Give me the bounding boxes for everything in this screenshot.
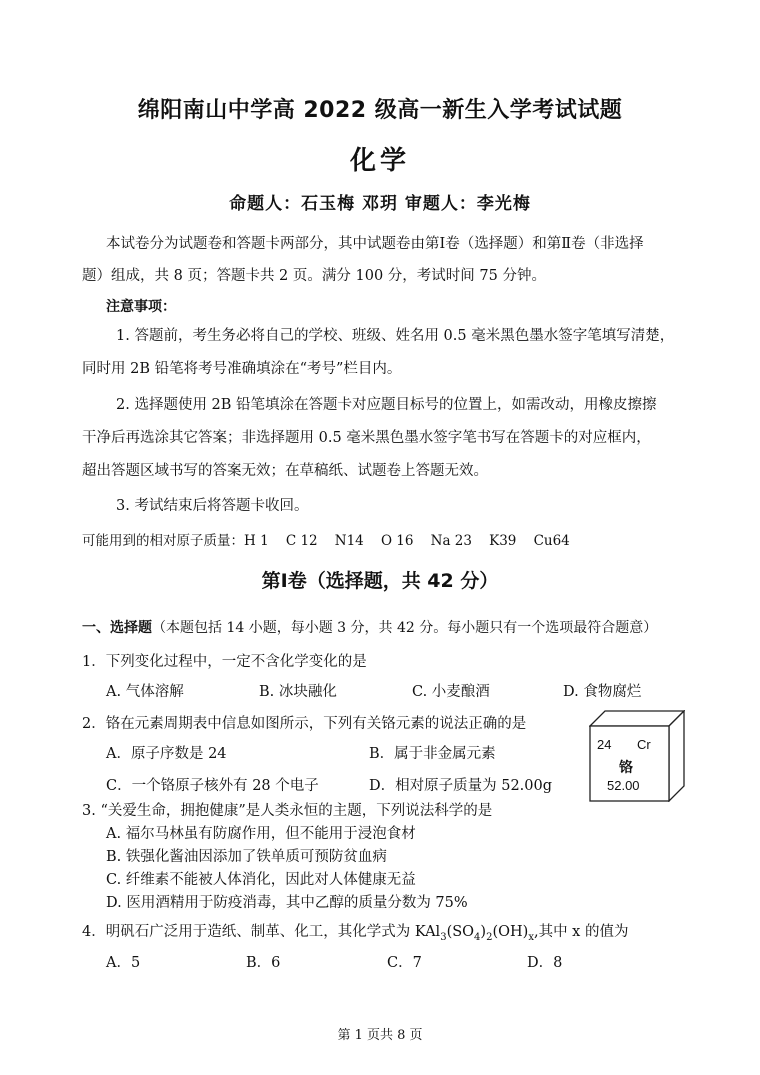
section-title: 第Ⅰ卷（选择题，共 42 分） bbox=[261, 570, 499, 592]
q1-option-a: A. 气体溶解 bbox=[106, 684, 184, 700]
q4-stem bbox=[82, 920, 628, 941]
note-2-line-3: 超出答题区域书写的答案无效；在草稿纸、试题卷上答题无效。 bbox=[82, 463, 488, 479]
q2-option-c: C．一个铬原子核外有 28 个电子 bbox=[106, 778, 319, 794]
authors-line: 命题人：石玉梅 邓玥 审题人：李光梅 bbox=[229, 194, 531, 214]
note-1-line-1: 1. 答题前，考生务必将自己的学校、班级、姓名用 0.5 毫米黑色墨水签字笔填写清楚， bbox=[116, 328, 675, 344]
q4-sub-o: 4 bbox=[474, 931, 481, 943]
element-name: 铬 bbox=[619, 760, 633, 776]
section-heading-desc: （本题包括 14 小题，每小题 3 分，共 42 分。每小题只有一个选项最符合题意） bbox=[152, 620, 658, 636]
q4-formula-part-1: (SO bbox=[446, 924, 475, 940]
q2-option-a: A．原子序数是 24 bbox=[106, 746, 227, 762]
note-1-line-2: 同时用 2B 铅笔将考号准确填涂在“考号”栏目内。 bbox=[82, 361, 402, 377]
atomic-masses: 可能用到的相对原子质量：H 1 C 12 N14 O 16 Na 23 K39 Cu64 bbox=[82, 533, 570, 549]
note-2-line-1: 2. 选择题使用 2B 铅笔填涂在答题卡对应题目标号的位置上，如需改动，用橡皮擦擦 bbox=[116, 397, 657, 413]
q4-sub-oh: x bbox=[528, 931, 534, 943]
note-3: 3. 考试结束后将答题卡收回。 bbox=[116, 498, 309, 514]
q3-option-d: D. 医用酒精用于防疫消毒，其中乙醇的质量分数为 75% bbox=[106, 895, 468, 911]
q1-stem: 1．下列变化过程中，一定不含化学变化的是 bbox=[82, 654, 367, 670]
q1-option-b: B. 冰块融化 bbox=[259, 684, 337, 700]
q4-stem-end: ,其中 x 的值为 bbox=[533, 924, 629, 940]
element-atomic-mass: 52.00 bbox=[607, 778, 640, 793]
q4-option-b: B．6 bbox=[246, 955, 281, 971]
q4-sub-so4: 2 bbox=[486, 931, 493, 943]
q2-stem: 2．铬在元素周期表中信息如图所示，下列有关铬元素的说法正确的是 bbox=[82, 716, 527, 732]
q1-option-c: C. 小麦酿酒 bbox=[412, 684, 490, 700]
q1-option-d: D. 食物腐烂 bbox=[563, 684, 642, 700]
page-footer: 第 1 页共 8 页 bbox=[337, 1028, 423, 1043]
q2-option-d: D．相对原子质量为 52.00g bbox=[369, 778, 553, 794]
element-atomic-number: 24 bbox=[597, 737, 612, 752]
q4-option-d: D．8 bbox=[527, 955, 563, 971]
q3-stem: 3. “关爱生命，拥抱健康”是人类永恒的主题，下列说法科学的是 bbox=[82, 803, 493, 819]
q4-stem-text: 4．明矾石广泛用于造纸、制革、化工，其化学式为 KAl bbox=[82, 924, 441, 940]
notes-heading: 注意事项： bbox=[106, 299, 176, 315]
q4-sub-al: 3 bbox=[440, 931, 447, 943]
subject-title: 化学 bbox=[349, 146, 410, 176]
exam-title: 绵阳南山中学高 2022 级高一新生入学考试试题 bbox=[137, 98, 623, 123]
q2-option-b: B．属于非金属元素 bbox=[369, 746, 496, 762]
intro-line-2: 题）组成，共 8 页；答题卡共 2 页。满分 100 分，考试时间 75 分钟。 bbox=[82, 268, 546, 284]
q4-formula-part-3: (OH) bbox=[492, 924, 529, 940]
q3-option-b: B. 铁强化酱油因添加了铁单质可预防贫血病 bbox=[106, 849, 387, 865]
q4-formula-part-2: ) bbox=[480, 924, 487, 940]
q3-option-a: A. 福尔马林虽有防腐作用，但不能用于浸泡食材 bbox=[106, 826, 416, 842]
q3-option-c: C. 纤维素不能被人体消化，因此对人体健康无益 bbox=[106, 872, 416, 888]
intro-line-1: 本试卷分为试题卷和答题卡两部分，其中试题卷由第Ⅰ卷（选择题）和第Ⅱ卷（非选择 bbox=[106, 236, 644, 252]
section-heading-label: 一、选择题 bbox=[82, 620, 152, 636]
element-symbol: Cr bbox=[637, 737, 651, 752]
chromium-element-card bbox=[589, 710, 685, 802]
note-2-line-2: 干净后再选涂其它答案；非选择题用 0.5 毫米黑色墨水签字笔书写在答题卡的对应框内， bbox=[82, 430, 651, 446]
section-heading bbox=[82, 617, 657, 637]
q4-option-c: C．7 bbox=[387, 955, 422, 971]
q4-option-a: A．5 bbox=[106, 955, 141, 971]
